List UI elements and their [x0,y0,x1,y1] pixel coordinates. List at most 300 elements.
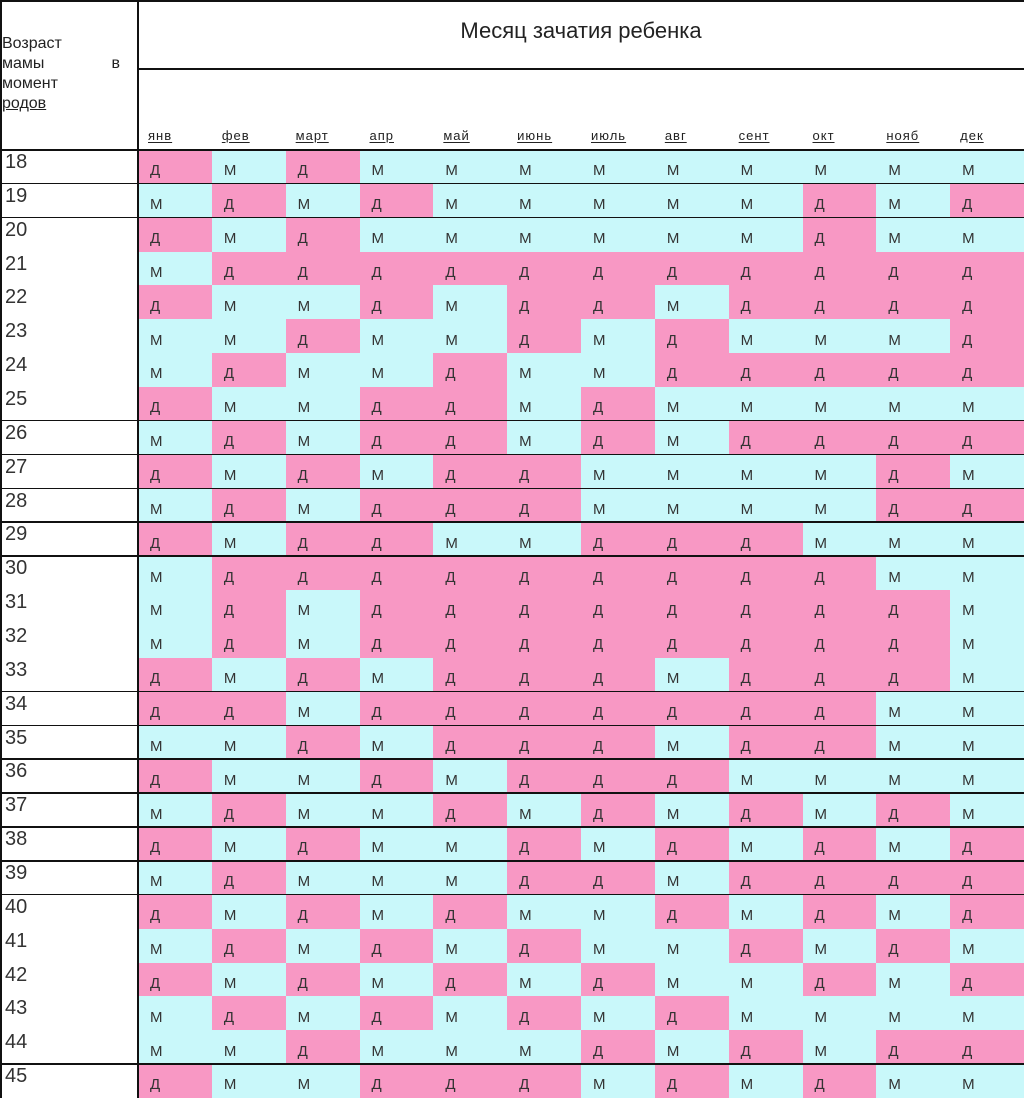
cell-boy: М [581,489,655,523]
cell-boy: М [138,421,212,455]
cell-boy: М [433,861,507,895]
cell-boy: М [803,522,877,556]
age-column-header [2,34,138,114]
cell-boy: М [655,285,729,319]
cell-girl: Д [212,421,286,455]
cell-boy: М [433,319,507,353]
cell-girl: Д [803,252,877,286]
cell-boy: М [655,489,729,523]
cell-girl: Д [433,556,507,590]
age-header-line-2 [2,54,120,74]
cell-boy: М [138,861,212,895]
cell-girl: Д [581,387,655,421]
age-header-word-v: в [111,55,120,72]
cell-boy: М [950,150,1024,184]
cell-girl: Д [286,218,360,252]
cell-boy: М [212,658,286,692]
cell-girl: Д [655,590,729,624]
month-header-9: окт [812,128,835,143]
cell-girl: Д [803,184,877,218]
cell-boy: М [876,319,950,353]
cell-boy: М [360,895,434,929]
cell-girl: Д [876,252,950,286]
cell-girl: Д [212,793,286,827]
cell-girl: Д [212,590,286,624]
cell-girl: Д [433,624,507,658]
cell-boy: М [286,184,360,218]
cell-girl: Д [286,556,360,590]
cell-boy: М [360,353,434,387]
cell-boy: М [212,1064,286,1098]
age-header-line-4: родов [2,95,47,112]
cell-boy: М [876,387,950,421]
cell-girl: Д [433,252,507,286]
cell-girl: Д [581,252,655,286]
month-header-5: июнь [517,128,553,143]
cell-boy: М [876,726,950,760]
cell-boy: М [729,963,803,997]
cell-girl: Д [433,1064,507,1098]
cell-girl: Д [729,590,803,624]
cell-boy: М [950,387,1024,421]
cell-boy: М [655,861,729,895]
cell-boy: М [655,150,729,184]
cell-girl: Д [803,353,877,387]
cell-boy: М [360,218,434,252]
cell-boy: М [729,827,803,861]
cell-girl: Д [729,692,803,726]
age-label: 19 [5,184,28,207]
title-divider [138,68,1024,70]
cell-boy: М [729,387,803,421]
cell-girl: Д [138,759,212,793]
cell-boy: М [360,963,434,997]
header-divider [0,149,1024,151]
cell-girl: Д [138,285,212,319]
cell-girl: Д [212,996,286,1030]
cell-boy: М [286,353,360,387]
cell-girl: Д [212,353,286,387]
cell-girl: Д [581,726,655,760]
cell-boy: М [433,929,507,963]
cell-boy: М [138,319,212,353]
cell-boy: М [212,522,286,556]
age-header-word-mamy: мамы [2,55,45,72]
cell-girl: Д [876,658,950,692]
cell-boy: М [581,929,655,963]
cell-boy: М [138,726,212,760]
cell-girl: Д [360,692,434,726]
cell-boy: М [581,827,655,861]
cell-boy: М [360,455,434,489]
row-group-divider [0,691,1024,693]
cell-boy: М [286,1064,360,1098]
age-label: 36 [5,760,28,783]
cell-boy: М [507,184,581,218]
cell-girl: Д [212,624,286,658]
cell-boy: М [655,726,729,760]
cell-boy: М [138,793,212,827]
cell-girl: Д [581,861,655,895]
cell-boy: М [729,1064,803,1098]
age-label: 43 [5,997,28,1020]
cell-boy: М [655,184,729,218]
cell-boy: М [286,692,360,726]
cell-boy: М [950,929,1024,963]
cell-boy: М [360,827,434,861]
cell-boy: М [729,455,803,489]
cell-girl: Д [138,387,212,421]
cell-boy: М [138,489,212,523]
cell-boy: М [138,184,212,218]
cell-girl: Д [507,319,581,353]
age-label: 35 [5,726,28,749]
cell-girl: Д [360,590,434,624]
cell-boy: М [286,929,360,963]
row-group-divider [0,758,1024,760]
age-label: 26 [5,421,28,444]
cell-girl: Д [729,421,803,455]
cell-girl: Д [212,692,286,726]
cell-girl: Д [286,252,360,286]
cell-girl: Д [581,624,655,658]
cell-boy: М [950,759,1024,793]
cell-boy: М [507,522,581,556]
cell-girl: Д [950,489,1024,523]
cell-boy: М [138,590,212,624]
cell-girl: Д [507,590,581,624]
cell-boy: М [507,150,581,184]
row-group-divider [0,1063,1024,1065]
cell-girl: Д [876,489,950,523]
cell-girl: Д [655,1064,729,1098]
cell-girl: Д [138,1064,212,1098]
cell-girl: Д [876,590,950,624]
cell-boy: М [803,489,877,523]
cell-girl: Д [360,285,434,319]
cell-girl: Д [360,1064,434,1098]
cell-boy: М [360,1030,434,1064]
age-label: 22 [5,286,28,309]
cell-girl: Д [433,895,507,929]
cell-girl: Д [655,353,729,387]
cell-girl: Д [212,184,286,218]
cell-boy: М [876,759,950,793]
row-group-divider [0,725,1024,727]
cell-girl: Д [950,421,1024,455]
cell-girl: Д [950,319,1024,353]
cell-boy: М [876,895,950,929]
cell-girl: Д [803,421,877,455]
month-header-0: янв [148,128,173,143]
cell-girl: Д [433,455,507,489]
cell-boy: М [803,319,877,353]
cell-boy: М [212,455,286,489]
cell-girl: Д [655,624,729,658]
cell-girl: Д [876,353,950,387]
cell-girl: Д [581,1030,655,1064]
cell-girl: Д [507,252,581,286]
table-title: Месяц зачатия ребенка [460,18,702,43]
cell-boy: М [655,455,729,489]
cell-boy: М [803,929,877,963]
cell-boy: М [729,218,803,252]
cell-girl: Д [803,692,877,726]
cell-girl: Д [581,590,655,624]
cell-boy: М [433,996,507,1030]
cell-boy: М [729,895,803,929]
cell-girl: Д [507,1064,581,1098]
cell-girl: Д [581,793,655,827]
row-group-divider [0,555,1024,557]
cell-girl: Д [360,929,434,963]
cell-girl: Д [950,963,1024,997]
cell-girl: Д [655,996,729,1030]
cell-girl: Д [876,455,950,489]
cell-girl: Д [876,861,950,895]
cell-girl: Д [803,285,877,319]
cell-girl: Д [212,556,286,590]
cell-girl: Д [433,692,507,726]
cell-boy: М [655,793,729,827]
cell-girl: Д [950,861,1024,895]
cell-girl: Д [655,522,729,556]
cell-girl: Д [212,252,286,286]
age-label: 28 [5,489,28,512]
cell-boy: М [433,759,507,793]
cell-boy: М [876,1064,950,1098]
cell-girl: Д [950,285,1024,319]
cell-boy: М [581,184,655,218]
cell-girl: Д [507,624,581,658]
age-header-line-1: Возраст [2,35,62,52]
row-group-divider [0,792,1024,794]
age-label: 45 [5,1065,28,1088]
cell-girl: Д [876,929,950,963]
cell-girl: Д [803,895,877,929]
cell-girl: Д [803,827,877,861]
table-top-border [0,0,1024,2]
cell-girl: Д [433,963,507,997]
cell-boy: М [433,218,507,252]
age-label: 34 [5,692,28,715]
cell-boy: М [138,624,212,658]
cell-boy: М [360,861,434,895]
cell-girl: Д [138,658,212,692]
cell-girl: Д [803,1064,877,1098]
cell-boy: М [876,996,950,1030]
cell-boy: М [655,387,729,421]
cell-girl: Д [212,489,286,523]
cell-girl: Д [507,556,581,590]
cell-boy: М [655,218,729,252]
cell-girl: Д [876,1030,950,1064]
month-header-4: май [443,128,470,143]
cell-boy: М [212,759,286,793]
cell-girl: Д [433,726,507,760]
cell-girl: Д [433,793,507,827]
cell-boy: М [286,590,360,624]
cell-boy: М [212,218,286,252]
cell-girl: Д [581,759,655,793]
cell-girl: Д [950,184,1024,218]
cell-girl: Д [360,624,434,658]
cell-girl: Д [286,726,360,760]
cell-boy: М [286,285,360,319]
cell-girl: Д [360,556,434,590]
cell-boy: М [433,184,507,218]
age-label: 24 [5,354,28,377]
cell-girl: Д [876,421,950,455]
age-header-line-3: момент [2,75,58,92]
cell-boy: М [803,387,877,421]
cell-boy: М [655,658,729,692]
cell-girl: Д [729,726,803,760]
cell-girl: Д [507,285,581,319]
cell-girl: Д [803,861,877,895]
month-header-10: нояб [886,128,920,143]
cell-girl: Д [138,522,212,556]
cell-girl: Д [286,658,360,692]
cell-girl: Д [286,963,360,997]
cell-girl: Д [655,827,729,861]
cell-boy: М [803,996,877,1030]
cell-girl: Д [803,658,877,692]
cell-boy: М [876,522,950,556]
row-group-divider [0,183,1024,185]
cell-girl: Д [729,556,803,590]
age-label: 21 [5,252,28,275]
age-label: 44 [5,1031,28,1054]
cell-boy: М [581,1064,655,1098]
cell-boy: М [286,996,360,1030]
cell-boy: М [507,421,581,455]
cell-girl: Д [360,421,434,455]
month-header-8: сент [738,128,770,143]
cell-boy: М [507,218,581,252]
age-label: 32 [5,625,28,647]
age-label: 41 [5,929,28,952]
cell-girl: Д [950,827,1024,861]
cell-girl: Д [507,692,581,726]
cell-girl: Д [138,150,212,184]
cell-girl: Д [803,590,877,624]
cell-boy: М [950,455,1024,489]
cell-boy: М [360,726,434,760]
cell-boy: М [729,759,803,793]
cell-girl: Д [655,895,729,929]
cell-girl: Д [433,421,507,455]
cell-girl: Д [581,963,655,997]
cell-girl: Д [581,556,655,590]
cell-girl: Д [950,1030,1024,1064]
cell-girl: Д [433,658,507,692]
cell-boy: М [433,827,507,861]
cell-girl: Д [507,759,581,793]
age-label: 25 [5,388,28,410]
month-header-11: дек [960,128,984,143]
cell-boy: М [360,150,434,184]
cell-girl: Д [138,963,212,997]
row-group-divider [0,217,1024,219]
age-label: 23 [5,320,28,343]
cell-girl: Д [433,590,507,624]
cell-boy: М [212,726,286,760]
age-label: 31 [5,591,28,614]
cell-girl: Д [729,252,803,286]
cell-boy: М [950,218,1024,252]
cell-boy: М [876,184,950,218]
cell-girl: Д [433,353,507,387]
cell-girl: Д [876,285,950,319]
cell-girl: Д [286,150,360,184]
cell-boy: М [507,963,581,997]
cell-girl: Д [360,522,434,556]
cell-boy: М [212,895,286,929]
cell-boy: М [950,556,1024,590]
cell-boy: М [507,793,581,827]
cell-boy: М [138,556,212,590]
cell-boy: М [286,387,360,421]
cell-boy: М [212,150,286,184]
cell-boy: М [950,590,1024,624]
cell-boy: М [212,387,286,421]
cell-boy: М [212,963,286,997]
age-label: 38 [5,828,28,851]
age-label: 18 [5,151,28,173]
age-label: 33 [5,658,28,681]
age-label: 27 [5,455,28,478]
cell-boy: М [950,996,1024,1030]
cell-boy: М [876,150,950,184]
cell-boy: М [803,1030,877,1064]
cell-girl: Д [729,353,803,387]
cell-girl: Д [655,319,729,353]
cell-girl: Д [138,455,212,489]
cell-boy: М [729,996,803,1030]
cell-boy: М [876,963,950,997]
cell-girl: Д [286,319,360,353]
cell-boy: М [360,319,434,353]
month-header-1: фев [221,128,250,143]
cell-boy: М [655,963,729,997]
age-label: 39 [5,862,28,884]
cell-girl: Д [360,996,434,1030]
cell-girl: Д [360,252,434,286]
cell-boy: М [950,692,1024,726]
cell-girl: Д [286,827,360,861]
cell-girl: Д [729,793,803,827]
cell-boy: М [655,1030,729,1064]
row-group-divider [0,420,1024,422]
cell-girl: Д [138,895,212,929]
cell-girl: Д [729,929,803,963]
cell-boy: М [950,726,1024,760]
cell-boy: М [950,624,1024,658]
age-label: 40 [5,895,28,918]
cell-girl: Д [286,1030,360,1064]
table-left-border [0,0,2,1098]
cell-boy: М [507,1030,581,1064]
cell-girl: Д [803,726,877,760]
row-group-divider [0,826,1024,828]
cell-girl: Д [803,556,877,590]
month-header-2: март [295,128,329,143]
cell-girl: Д [360,759,434,793]
cell-boy: М [433,1030,507,1064]
cell-girl: Д [581,692,655,726]
cell-girl: Д [286,522,360,556]
